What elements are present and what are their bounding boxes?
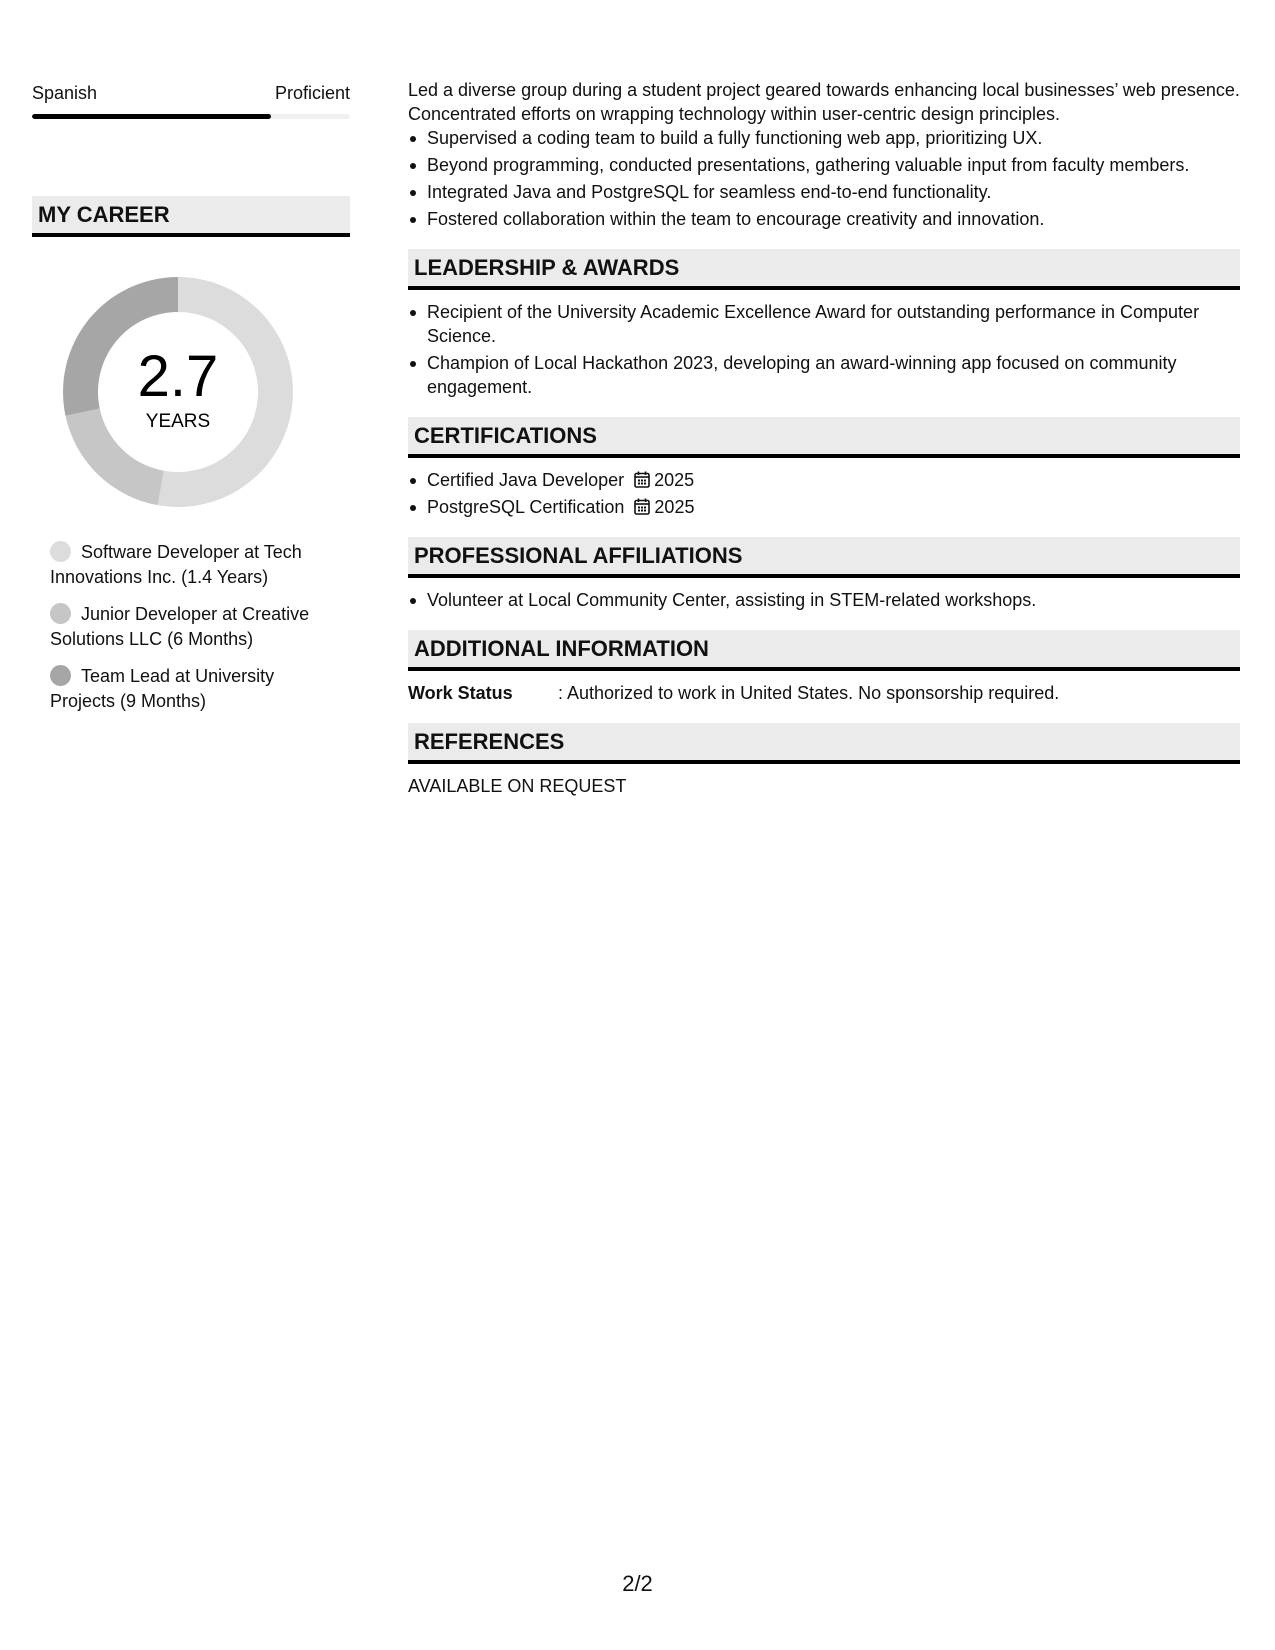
language-name: Spanish: [32, 83, 98, 103]
certification-year: 2025: [654, 470, 695, 490]
work-status-label: Work Status: [408, 683, 513, 703]
leadership-section-header: LEADERSHIP & AWARDS: [408, 249, 1240, 290]
legend-dot-icon: [50, 665, 71, 686]
page-number: 2/2: [622, 1571, 653, 1596]
additional-info-section-header: ADDITIONAL INFORMATION: [408, 630, 1240, 671]
career-legend: [50, 540, 340, 726]
work-status-row: [408, 681, 1240, 705]
career-legend-item: [50, 602, 340, 652]
project-description: Led a diverse group during a student project geared towards enhancing local businesses’ web presence. Concentrated efforts on wrapping technology within user-centric design principles.: [408, 80, 1240, 124]
career-total-value: 2.7: [137, 344, 219, 409]
language-level: Proficient: [274, 83, 350, 103]
affiliations-list: [408, 588, 1240, 612]
work-status-value: : Authorized to work in United States. No sponsorship required.: [558, 683, 1060, 703]
language-row: [32, 80, 350, 106]
language-skill: [32, 80, 350, 119]
language-level-bar: [32, 114, 350, 119]
certification-name: Certified Java Developer: [427, 470, 625, 490]
list-item: Recipient of the University Academic Excellence Award for outstanding performance in Computer Science.: [408, 300, 1240, 348]
career-total-unit: YEARS: [145, 411, 211, 432]
career-legend-label: Software Developer at Tech Innovations Inc. (1.4 Years): [50, 542, 302, 587]
certifications-section-header: CERTIFICATIONS: [408, 417, 1240, 458]
certification-year: 2025: [654, 497, 695, 517]
list-item: Champion of Local Hackathon 2023, developing an award-winning app focused on community engagement.: [408, 351, 1240, 399]
legend-dot-icon: [50, 603, 71, 624]
list-item: Fostered collaboration within the team to encourage creativity and innovation.: [408, 207, 1240, 231]
legend-dot-icon: [50, 541, 71, 562]
list-item: [408, 495, 1240, 519]
certifications-list: [408, 468, 1240, 519]
main-column: [408, 78, 1240, 798]
calendar-icon: [634, 471, 650, 488]
leadership-list: [408, 300, 1240, 399]
language-level-fill: [32, 114, 271, 119]
project-bullets: [408, 126, 1240, 231]
list-item: [408, 468, 1240, 492]
references-text: AVAILABLE ON REQUEST: [408, 776, 627, 796]
career-legend-label: Team Lead at University Projects (9 Months): [50, 666, 275, 711]
career-section-header: MY CAREER: [32, 196, 350, 237]
list-item: Supervised a coding team to build a fully functioning web app, prioritizing UX.: [408, 126, 1240, 150]
career-legend-item: [50, 540, 340, 590]
career-legend-item: [50, 664, 340, 714]
references-section-header: REFERENCES: [408, 723, 1240, 764]
list-item: Integrated Java and PostgreSQL for seamless end-to-end functionality.: [408, 180, 1240, 204]
calendar-icon: [634, 498, 650, 515]
list-item: Volunteer at Local Community Center, assisting in STEM-related workshops.: [408, 588, 1240, 612]
affiliations-section-header: PROFESSIONAL AFFILIATIONS: [408, 537, 1240, 578]
career-legend-label: Junior Developer at Creative Solutions LLC (6 Months): [50, 604, 310, 649]
certification-name: PostgreSQL Certification: [427, 497, 625, 517]
list-item: Beyond programming, conducted presentations, gathering valuable input from faculty members.: [408, 153, 1240, 177]
career-donut-chart: [63, 277, 293, 507]
